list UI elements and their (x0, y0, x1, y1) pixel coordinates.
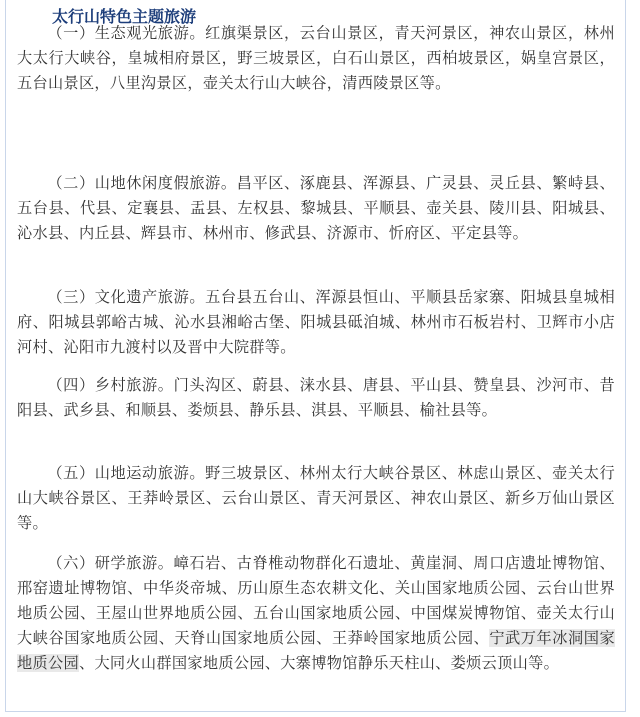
highlighted-text: 宁武万年冰洞国家地质公园 (17, 629, 616, 672)
paragraph-sports-tourism: （五）山地运动旅游。野三坡景区、林州太行大峡谷景区、林虑山景区、壶关太行山大峡谷景区、王莽岭景区、云台山景区、青天河景区、神农山景区、新乡万仙山景区等。 (17, 464, 615, 532)
paragraph-study-tourism (17, 551, 615, 676)
paragraph-leisure-tourism: （二）山地休闲度假旅游。昌平区、涿鹿县、浑源县、广灵县、灵丘县、繁峙县、五台县、代县、定襄县、盂县、左权县、黎城县、平顺县、壶关县、陵川县、阳城县、沁水县、内丘县、辉县市、林州市、修武县、济源市、忻府区、平定县等。 (17, 174, 615, 242)
paragraph-heritage-tourism: （三）文化遗产旅游。五台县五台山、浑源县恒山、平顺县岳家寨、阳城县皇城相府、阳城县郭峪古城、沁水县湘峪古堡、阳城县砥洎城、林州市石板岩村、卫辉市小店河村、沁阳市九渡村以及晋中大院群等。 (17, 288, 615, 356)
study-text-after: 、大同火山群国家地质公园、大寨博物馆静乐天柱山、娄烦云顶山等。 (78, 654, 560, 672)
section-title: 太行山特色主题旅游 (52, 7, 197, 26)
study-text-before: （六）研学旅游。嶂石岩、古脊椎动物群化石遗址、黄崖洞、周口店遗址博物馆、邢窑遗址博物馆、中华炎帝城、历山原生态农耕文化、关山国家地质公园、云台山世界地质公园、王屋山世界地质公园、五台山国家地质公园、中国煤炭博物馆、壶关太行山大峡谷国家地质公园、天脊山国家地质公园、王莽岭国家地质公园、 (17, 554, 615, 647)
paragraph-rural-tourism: （四）乡村旅游。门头沟区、蔚县、涞水县、唐县、平山县、赞皇县、沙河市、昔阳县、武乡县、和顺县、娄烦县、静乐县、淇县、平顺县、榆社县等。 (17, 376, 615, 419)
paragraph-eco-tourism: （一）生态观光旅游。红旗渠景区，云台山景区，青天河景区，神农山景区，林州大太行大峡谷，皇城相府景区，野三坡景区，白石山景区，西柏坡景区，娲皇宫景区，五台山景区，八里沟景区，壶关太行山大峡谷，清西陵景区等。 (17, 24, 615, 92)
